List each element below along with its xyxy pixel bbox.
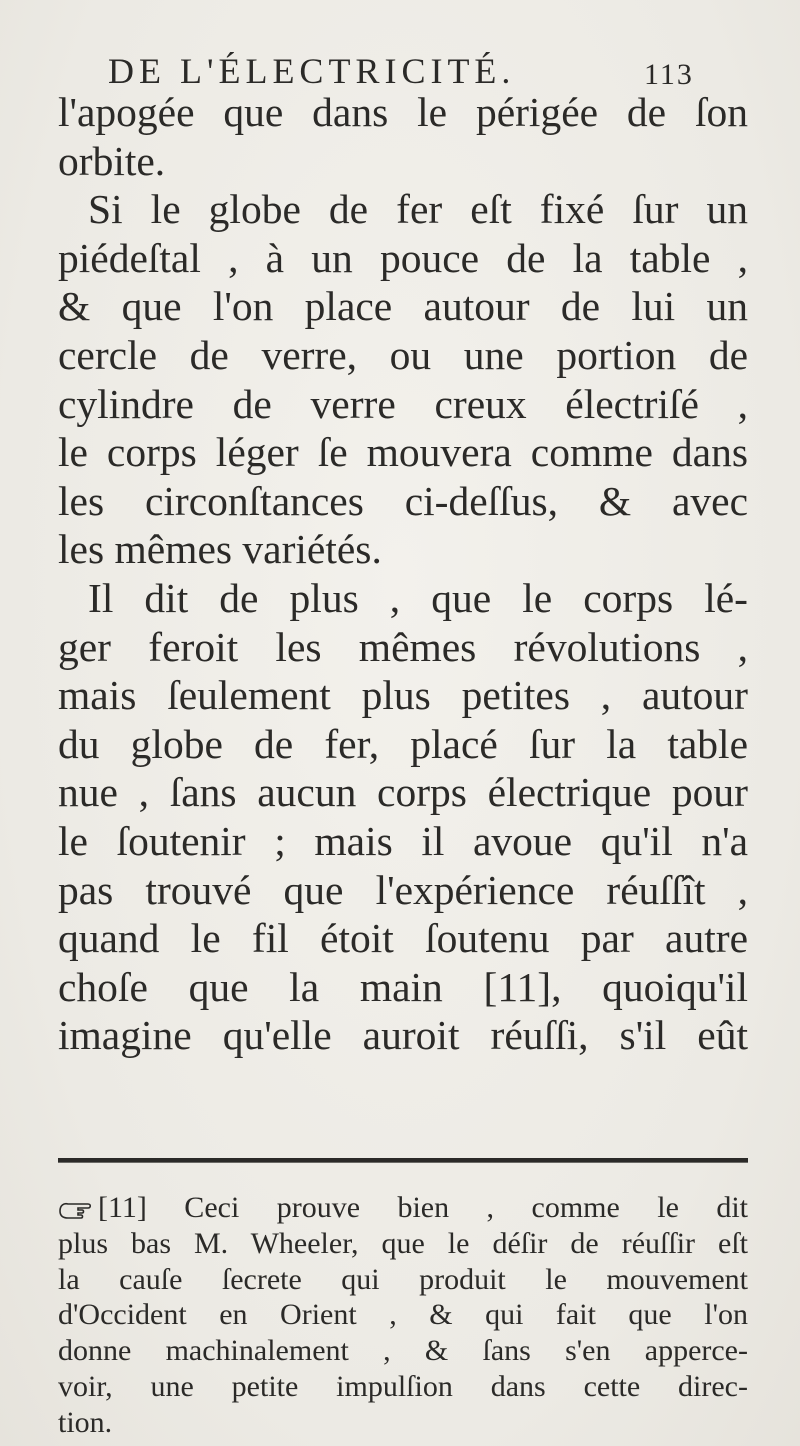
- text-line: Il dit de plus , que le corps lé-: [88, 574, 748, 621]
- footnote-line: plus bas M. Wheeler, que le déſir de réuſſir eſt: [58, 1226, 748, 1260]
- text-line: les circonſtances ci-deſſus, & avec: [58, 477, 748, 524]
- main-text: [58, 88, 748, 1060]
- text-line: piédeſtal , à un pouce de la table ,: [58, 234, 748, 281]
- text-line: cylindre de verre creux électriſé ,: [58, 380, 748, 427]
- text-line: Si le globe de fer eſt fixé ſur un: [88, 186, 748, 233]
- text-line: le ſoutenir ; mais il avoue qu'il n'a: [58, 817, 748, 864]
- page-number: 113: [644, 58, 694, 91]
- text-line: les mêmes variétés.: [58, 526, 382, 573]
- text-line: & que l'on place autour de lui un: [58, 283, 748, 330]
- running-title: DE L'ÉLECTRICITÉ.: [108, 51, 516, 91]
- text-line: l'apogée que dans le périgée de ſon: [58, 89, 748, 135]
- text-line: mais ſeulement plus petites , autour: [58, 672, 748, 719]
- pointing-hand-icon: [58, 1199, 92, 1221]
- footnote: [58, 1190, 748, 1441]
- text-line: pas trouvé que l'expérience réuſſît ,: [58, 866, 748, 913]
- text-line: choſe que la main [11], quoiqu'il: [58, 963, 748, 1010]
- text-line: cercle de verre, ou une portion de: [58, 331, 748, 378]
- text-line: orbite.: [58, 137, 166, 184]
- footnote-line: [58, 1190, 748, 1226]
- footnote-rule: [58, 1158, 748, 1163]
- text-line: le corps léger ſe mouvera comme dans: [58, 429, 748, 476]
- text-line: du globe de fer, placé ſur la table: [58, 720, 748, 767]
- footnote-line: d'Occident en Orient , & qui fait que l'on: [58, 1298, 748, 1332]
- footnote-line: tion.: [58, 1405, 113, 1439]
- footnote-line: donne machinalement , & ſans s'en apperce-: [58, 1334, 748, 1368]
- footnote-line: voir, une petite impulſion dans cette direc-: [58, 1369, 748, 1403]
- text-line: quand le fil étoit ſoutenu par autre: [58, 915, 748, 962]
- footnote-text: [11] Ceci prouve bien , comme le dit: [98, 1191, 748, 1224]
- text-line: nue , ſans aucun corps électrique pour: [58, 769, 748, 816]
- text-line: imagine qu'elle auroit réuſſi, s'il eût: [58, 1012, 748, 1059]
- text-line: ger feroit les mêmes révolutions ,: [58, 623, 748, 670]
- footnote-line: la cauſe ſecrete qui produit le mouvement: [58, 1262, 748, 1296]
